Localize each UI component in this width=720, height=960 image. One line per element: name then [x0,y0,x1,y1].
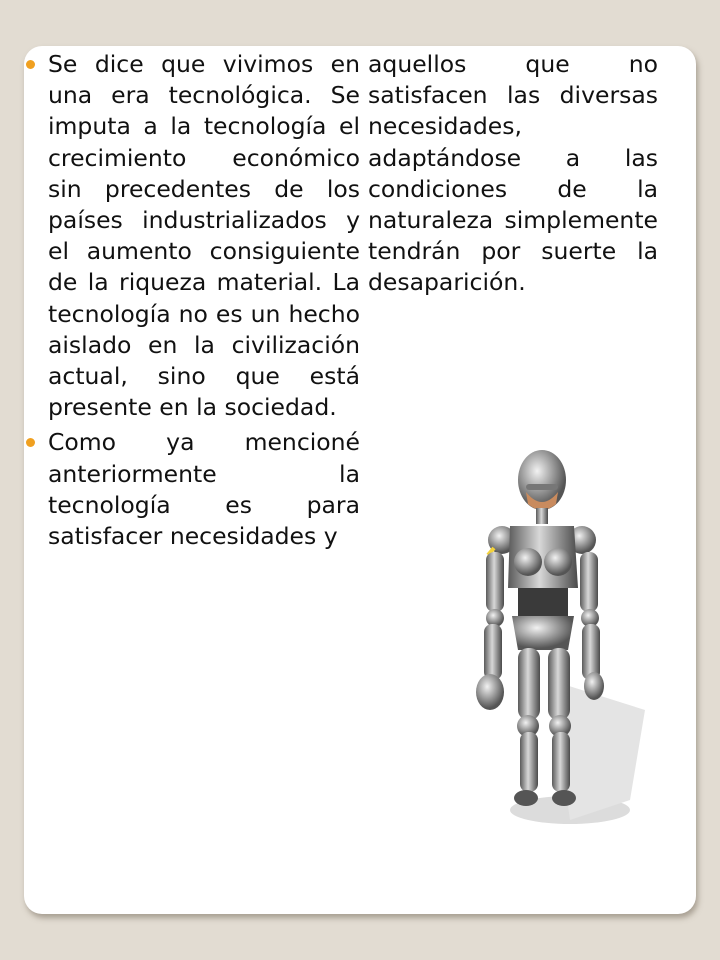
bullet-item [48,49,360,423]
bullet-list-left [48,46,360,556]
bullet-text: Se dice que vivimos en una era tecnológica. Se imputa a la tecnología el crecimiento económico sin precedentes de los países industrializados y el aumento consiguiente de la riqueza material. La tecnología no es un hecho aislado en la civilización actual, sino que está presente en la sociedad. [48,50,360,422]
bullet-item [48,427,360,552]
bullet-text: Como ya mencioné anteriormente la tecnología es para satisfacer necesidades y [48,428,360,551]
continuation-paragraph: aquellos que no satisfacen las diversas necesidades, adaptándose a las condiciones de la naturaleza simplemente tendrán por suerte la desaparición. [368,50,658,297]
continuation-text [368,49,658,299]
robot-figure-icon [440,380,660,860]
bullet-dot-icon [26,438,35,447]
bullet-dot-icon [26,60,35,69]
